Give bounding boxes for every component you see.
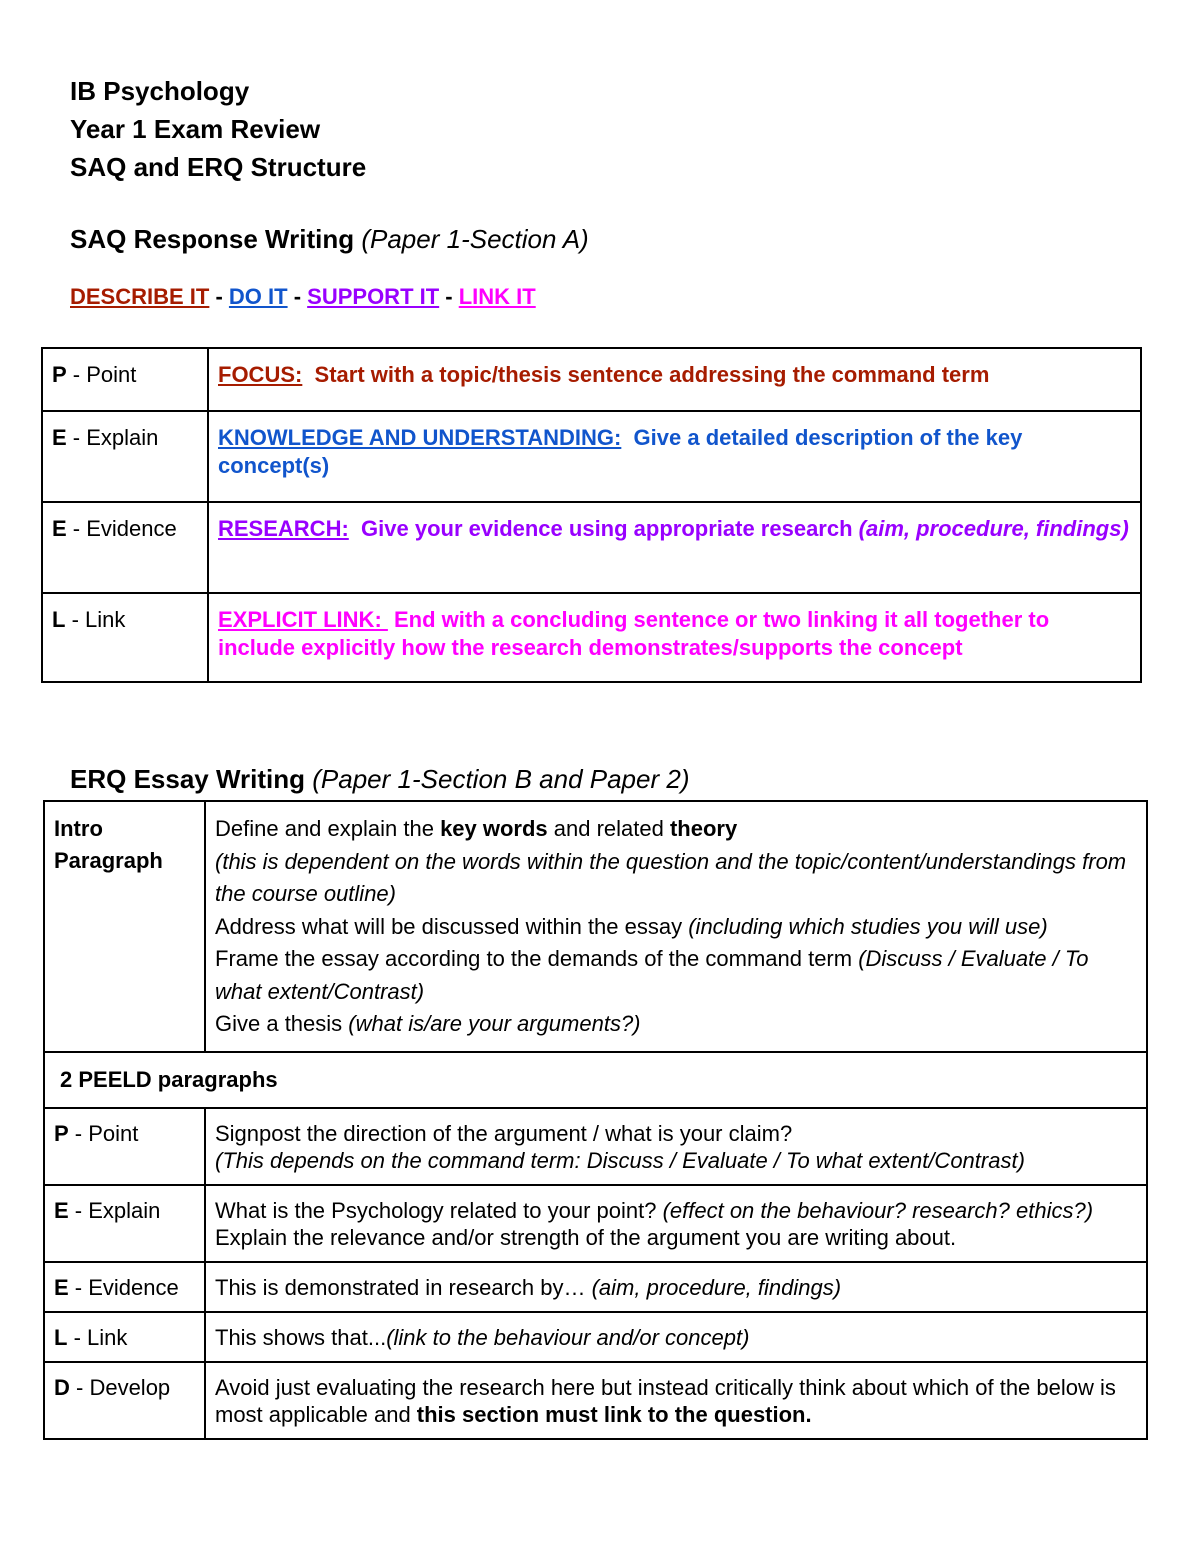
saq-row-label: L - Link: [42, 593, 208, 682]
erq-heading: [70, 764, 689, 795]
erq-heading-paren: (Paper 1-Section B and Paper 2): [312, 764, 690, 794]
saq-mnemonic: [70, 284, 536, 310]
erq-table: [43, 800, 1148, 1440]
saq-row-content: FOCUS: Start with a topic/thesis sentence addressing the command term: [208, 348, 1141, 411]
table-row: [42, 348, 1141, 411]
title-review: Year 1 Exam Review: [70, 114, 321, 144]
erq-row-label: P - Point: [44, 1108, 205, 1185]
saq-row-content: RESEARCH: Give your evidence using appropriate research (aim, procedure, findings): [208, 502, 1141, 593]
erq-row-label: E - Evidence: [44, 1262, 205, 1312]
erq-row-label: E - Explain: [44, 1185, 205, 1262]
erq-row-content: This shows that...(link to the behaviour and/or concept): [205, 1312, 1147, 1362]
saq-row-label: E - Explain: [42, 411, 208, 502]
saq-row-content: KNOWLEDGE AND UNDERSTANDING: Give a detailed description of the key concept(s): [208, 411, 1141, 502]
erq-row-label: L - Link: [44, 1312, 205, 1362]
saq-heading: [70, 224, 589, 255]
table-row: [42, 411, 1141, 502]
erq-intro-label: Intro Paragraph: [44, 801, 205, 1052]
mnemonic-describe: DESCRIBE IT: [70, 284, 210, 309]
mnemonic-link: LINK IT: [458, 284, 536, 309]
saq-row-label: E - Evidence: [42, 502, 208, 593]
mnemonic-separator: -: [439, 284, 459, 309]
table-row: [44, 801, 1147, 1052]
mnemonic-do: DO IT: [228, 284, 288, 309]
table-row: [44, 1185, 1147, 1262]
peeld-heading: 2 PEELD paragraphs: [44, 1052, 1147, 1108]
title-course: IB Psychology: [70, 76, 250, 106]
table-row: [42, 593, 1141, 682]
saq-table: [41, 347, 1142, 683]
saq-row-content: EXPLICIT LINK: End with a concluding sentence or two linking it all together to include explicitly how the research demonstrates/supports the concept: [208, 593, 1141, 682]
saq-row-label: P - Point: [42, 348, 208, 411]
table-row: [44, 1052, 1147, 1108]
erq-heading-text: ERQ Essay Writing: [70, 764, 306, 794]
mnemonic-separator: -: [287, 284, 308, 309]
table-row: [44, 1108, 1147, 1185]
saq-heading-text: SAQ Response Writing: [70, 224, 355, 254]
erq-row-content: What is the Psychology related to your point? (effect on the behaviour? research? ethics?) Explain the relevance and/or strength of the argument you are writing about.: [205, 1185, 1147, 1262]
erq-row-content: Signpost the direction of the argument / what is your claim? (This depends on the command term: Discuss / Evaluate / To what extent/Contrast): [205, 1108, 1147, 1185]
mnemonic-separator: -: [209, 284, 229, 309]
erq-row-content: This is demonstrated in research by… (aim, procedure, findings): [205, 1262, 1147, 1312]
document-title: [70, 72, 366, 186]
mnemonic-support: SUPPORT IT: [307, 284, 440, 309]
table-row: [44, 1362, 1147, 1439]
erq-row-content: Avoid just evaluating the research here but instead critically think about which of the below is most applicable and this section must link to the question.: [205, 1362, 1147, 1439]
table-row: [44, 1262, 1147, 1312]
saq-heading-paren: (Paper 1-Section A): [361, 224, 589, 254]
table-row: [42, 502, 1141, 593]
title-structure: SAQ and ERQ Structure: [70, 152, 367, 182]
table-row: [44, 1312, 1147, 1362]
erq-row-label: D - Develop: [44, 1362, 205, 1439]
erq-intro-content: Define and explain the key words and related theory (this is dependent on the words within the question and the topic/content/understandings from the course outline) Address what will be discussed within the essay (including which studies you will use) Frame the essay according to the demands of the command term (Discuss / Evaluate / To what extent/Contrast) Give a thesis (what is/are your arguments?): [205, 801, 1147, 1052]
